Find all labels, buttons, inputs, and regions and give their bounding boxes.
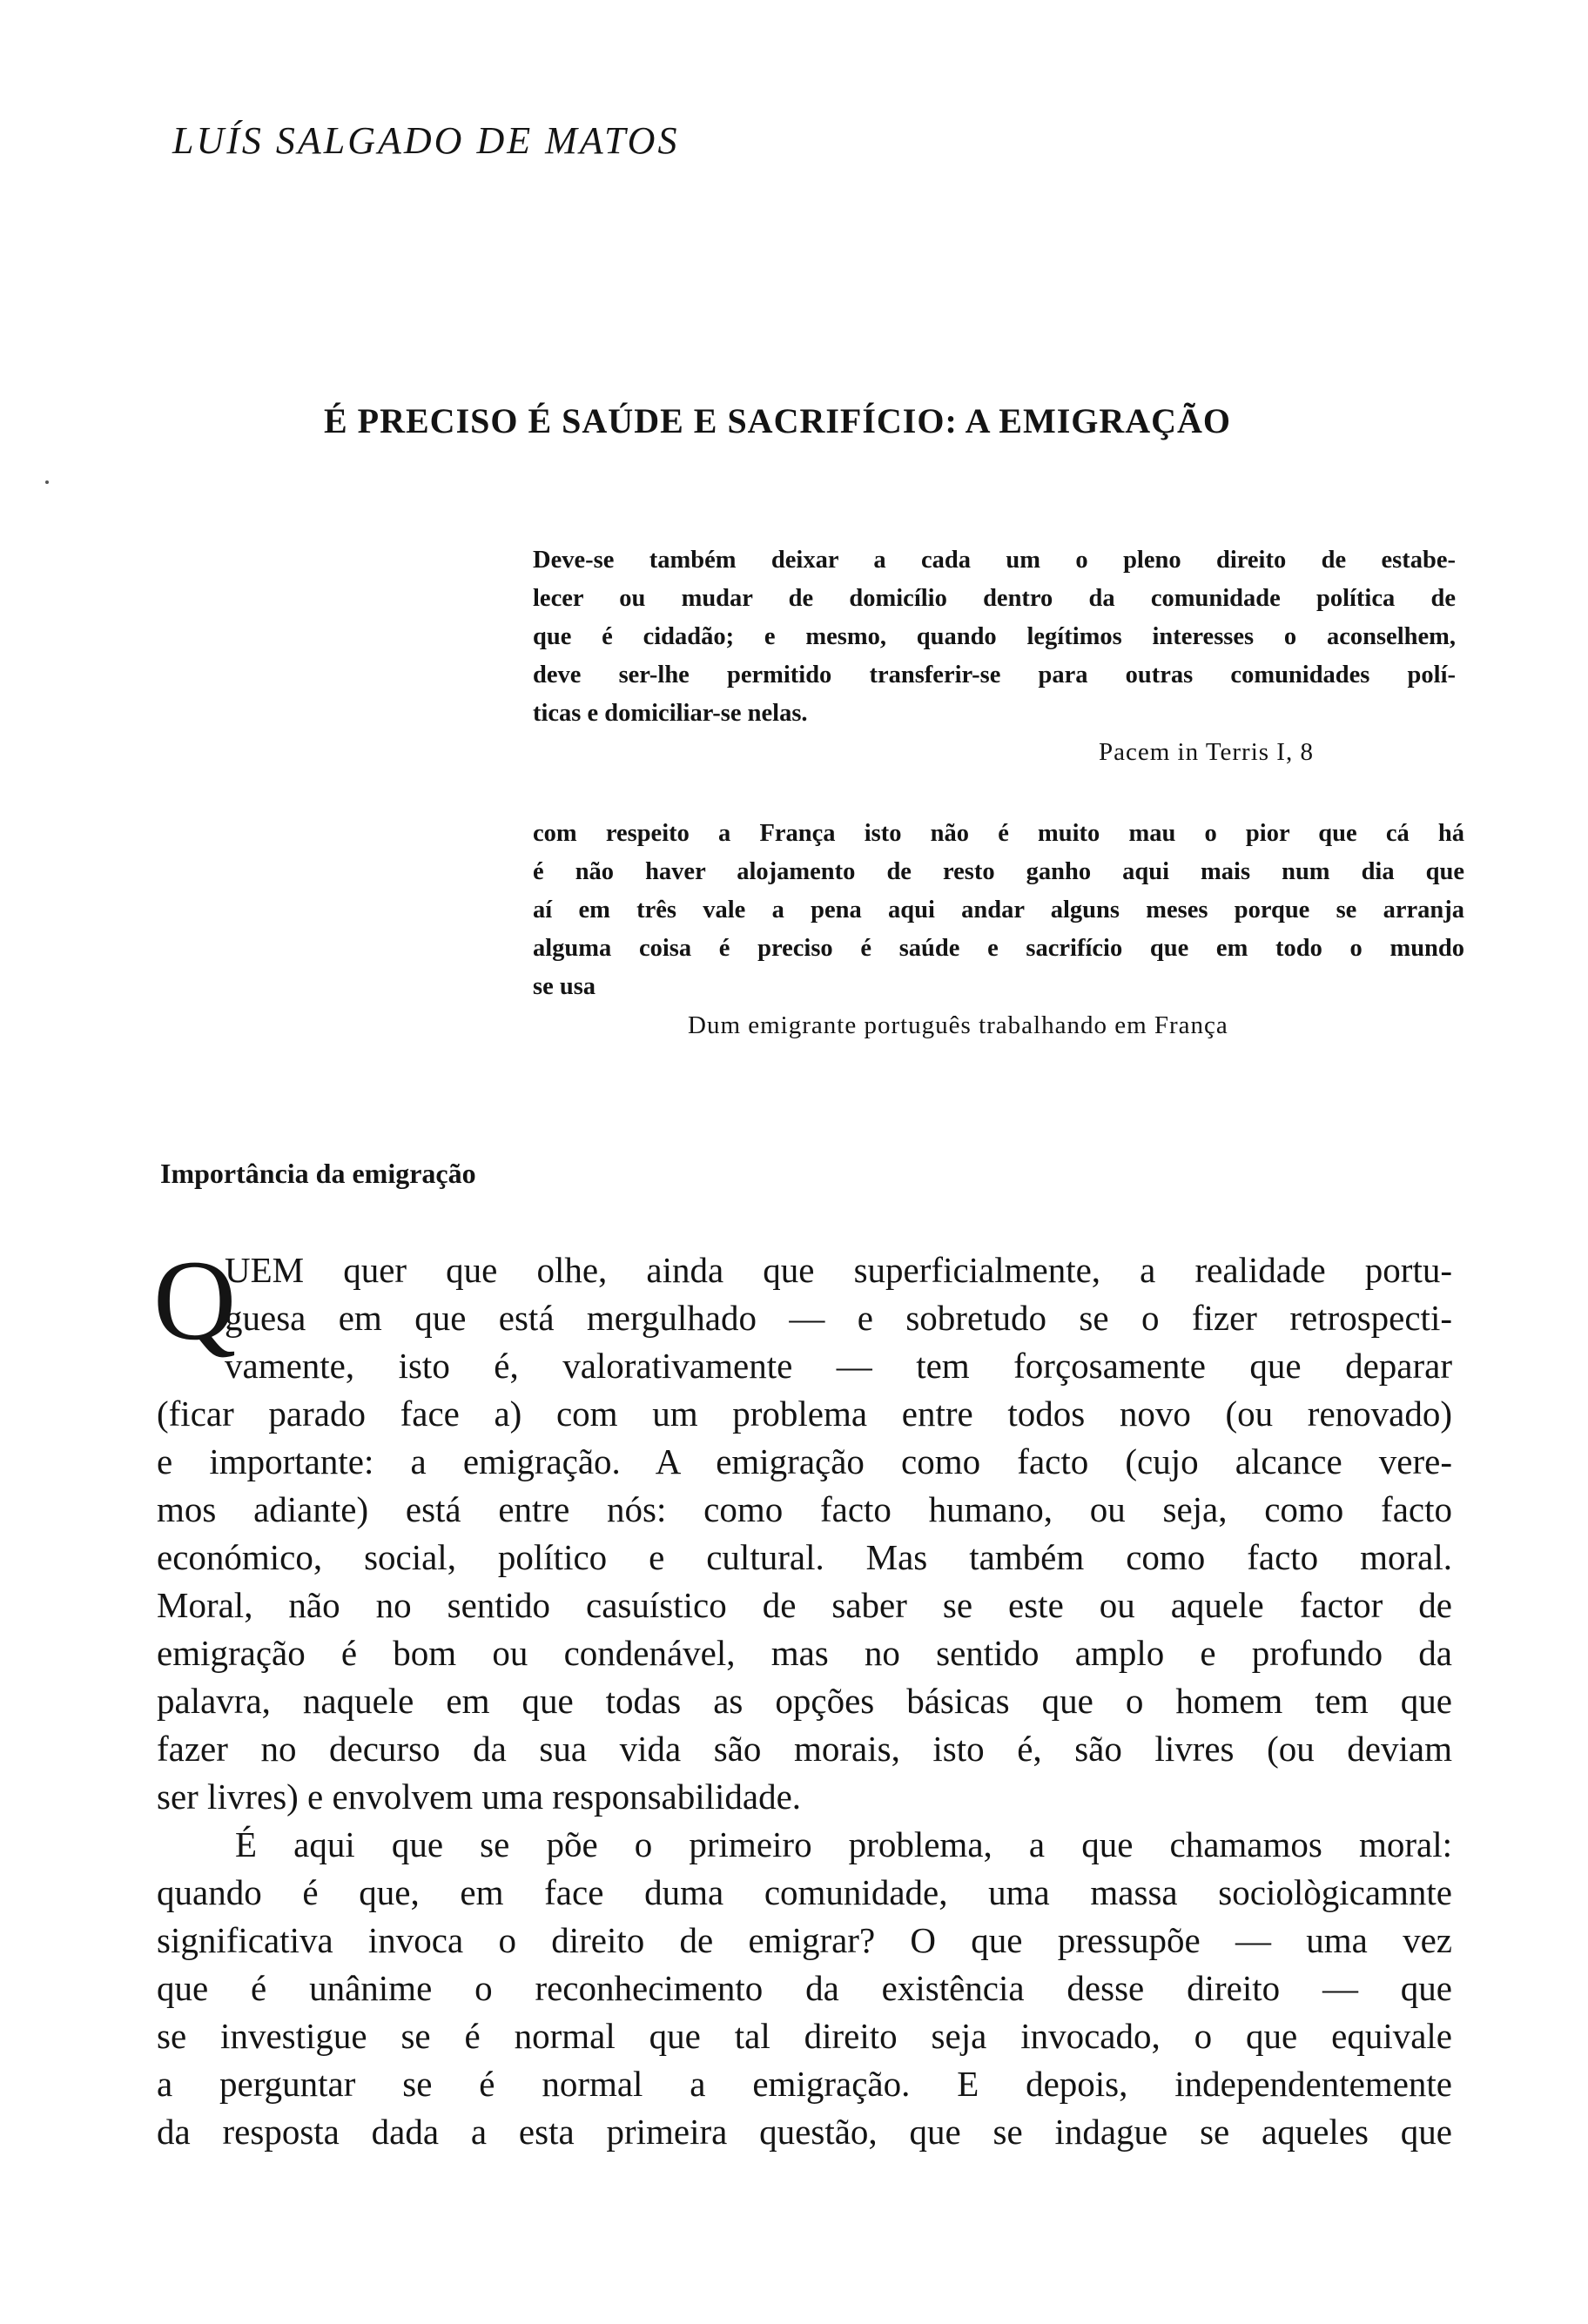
body-line: da resposta dada a esta primeira questão, que se indague se aqueles que xyxy=(157,2112,1452,2152)
stray-ink-mark xyxy=(45,480,49,484)
epigraph-line: que é cidadão; e mesmo, quando legítimos interesses o aconselhem, xyxy=(533,623,1456,650)
epigraph-line: lecer ou mudar de domicílio dentro da comunidade política de xyxy=(533,585,1456,612)
body-line: mos adiante) está entre nós: como facto humano, ou seja, como facto xyxy=(157,1489,1452,1529)
body-paragraph-2 xyxy=(157,1821,1452,2156)
epigraph-line: é não haver alojamento de resto ganho aqui mais num dia que xyxy=(533,858,1464,885)
epigraph-line: se usa xyxy=(533,973,596,1000)
body-line: É aqui que se põe o primeiro problema, a que chamamos moral: xyxy=(235,1824,1452,1864)
body-line: e importante: a emigração. A emigração como facto (cujo alcance vere- xyxy=(157,1441,1452,1481)
epigraph-attribution: Pacem in Terris I, 8 xyxy=(1099,738,1314,766)
body-line: económico, social, político e cultural. Mas também como facto moral. xyxy=(157,1537,1452,1577)
article-title: É PRECISO É SAÚDE E SACRIFÍCIO: A EMIGRAÇÃO xyxy=(324,401,1232,440)
body-line: a perguntar se é normal a emigração. E depois, independentemente xyxy=(157,2064,1452,2104)
epigraph-pacem-in-terris xyxy=(533,541,1456,733)
epigraph-line: com respeito a França isto não é muito mau o pior que cá há xyxy=(533,820,1464,847)
body-line: fazer no decurso da sua vida são morais, isto é, são livres (ou deviam xyxy=(157,1729,1452,1769)
body-line: ser livres) e envolvem uma responsabilidade. xyxy=(157,1777,802,1817)
epigraph-line: ticas e domiciliar-se nelas. xyxy=(533,700,808,727)
author-name: LUÍS SALGADO DE MATOS xyxy=(172,119,680,162)
body-line: palavra, naquele em que todas as opções básicas que o homem tem que xyxy=(157,1681,1452,1721)
epigraph-line: alguma coisa é preciso é saúde e sacrifício que em todo o mundo xyxy=(533,935,1464,962)
epigraph-emigrant-quote xyxy=(533,815,1464,1006)
body-line: se investigue se é normal que tal direito seja invocado, o que equivale xyxy=(157,2016,1452,2056)
body-line: emigração é bom ou condenável, mas no sentido amplo e profundo da xyxy=(157,1633,1452,1673)
body-line: significativa invoca o direito de emigrar? O que pressupõe — uma vez xyxy=(157,1920,1452,1960)
body-line: UEM quer que olhe, ainda que superficialmente, a realidade portu- xyxy=(225,1250,1452,1290)
epigraph-line: deve ser-lhe permitido transferir-se para outras comunidades polí- xyxy=(533,662,1456,688)
epigraph-line: Deve-se também deixar a cada um o pleno direito de estabe- xyxy=(533,547,1456,574)
body-line: quando é que, em face duma comunidade, uma massa sociològicamnte xyxy=(157,1872,1452,1912)
drop-cap: Q xyxy=(153,1236,237,1364)
epigraph-line: aí em três vale a pena aqui andar alguns meses porque se arranja xyxy=(533,897,1464,924)
body-line: (ficar parado face a) com um problema entre todos novo (ou renovado) xyxy=(157,1394,1452,1434)
epigraph-attribution: Dum emigrante português trabalhando em França xyxy=(688,1011,1228,1039)
section-heading: Importância da emigração xyxy=(160,1158,476,1189)
body-line: vamente, isto é, valorativamente — tem forçosamente que deparar xyxy=(225,1346,1452,1386)
body-line: Moral, não no sentido casuístico de saber se este ou aquele factor de xyxy=(157,1585,1452,1625)
body-line: guesa em que está mergulhado — e sobretudo se o fizer retrospecti- xyxy=(225,1298,1452,1338)
body-paragraph-1 xyxy=(157,1246,1452,1821)
body-line: que é unânime o reconhecimento da existência desse direito — que xyxy=(157,1968,1452,2008)
